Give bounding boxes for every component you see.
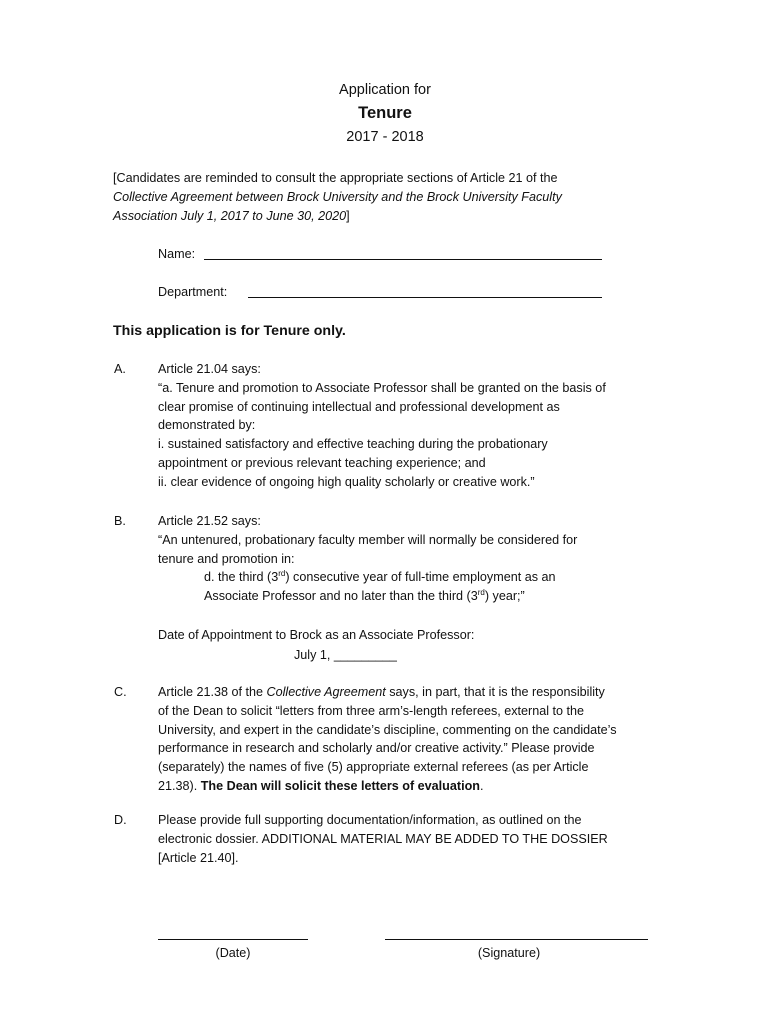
section-b-text [158, 512, 577, 606]
date-signature-line[interactable] [158, 939, 308, 940]
intro-italic-1: Collective Agreement between Brock University and the Brock University Faculty [113, 189, 562, 204]
section-a-letter: A. [114, 362, 126, 376]
section-c-line: performance in research and scholarly and/or creative activity.” Please provide [158, 741, 595, 756]
section-d-line: Please provide full supporting documentation/information, as outlined on the [158, 813, 582, 827]
section-heading: This application is for Tenure only. [113, 323, 346, 339]
intro-note [113, 169, 562, 225]
section-a-text [158, 360, 606, 492]
section-d-line: electronic dossier. ADDITIONAL MATERIAL MAY BE ADDED TO THE DOSSIER [158, 831, 608, 846]
section-c-line: Article 21.38 of the Collective Agreement says, in part, that it is the responsibility [158, 685, 605, 699]
intro-close-bracket: ] [346, 208, 350, 223]
section-d-text [158, 811, 608, 867]
section-c-line: of the Dean to solicit “letters from three arm’s-length referees, external to the [158, 703, 585, 718]
section-c-line: 21.38). The Dean will solicit these letters of evaluation. [158, 778, 484, 793]
section-a-line: appointment or previous relevant teaching experience; and [158, 455, 486, 470]
section-b-line: tenure and promotion in: [158, 551, 295, 566]
section-d-letter: D. [114, 813, 127, 827]
section-c-text [158, 683, 617, 796]
signature-line[interactable] [385, 939, 648, 940]
section-a-line: i. sustained satisfactory and effective teaching during the probationary [158, 437, 548, 452]
section-a-line: “a. Tenure and promotion to Associate Professor shall be granted on the basis of [158, 380, 606, 395]
name-field[interactable] [204, 259, 602, 260]
section-a-line: clear promise of continuing intellectual and professional development as [158, 399, 560, 414]
signature-caption: (Signature) [477, 946, 541, 960]
section-b-sub-1: d. the third (3rd) consecutive year of full-time employment as an [204, 569, 556, 585]
appointment-date-label: Date of Appointment to Brock as an Associate Professor: [158, 628, 475, 642]
title-year: 2017 - 2018 [346, 129, 424, 145]
section-a-line: ii. clear evidence of ongoing high quality scholarly or creative work.” [158, 474, 535, 489]
department-field[interactable] [248, 297, 602, 298]
section-d-line: [Article 21.40]. [158, 850, 239, 865]
name-label: Name: [158, 247, 196, 261]
section-b-line: Article 21.52 says: [158, 514, 261, 528]
section-a-line: demonstrated by: [158, 418, 256, 433]
date-caption: (Date) [215, 946, 251, 960]
section-b-sub-2: Associate Professor and no later than the third (3rd) year;” [204, 588, 525, 604]
title-line-1: Application for [339, 82, 431, 98]
section-b-line: “An untenured, probationary faculty member will normally be considered for [158, 532, 578, 547]
section-a-line: Article 21.04 says: [158, 362, 261, 376]
section-b-letter: B. [114, 514, 126, 528]
appointment-date-field[interactable]: July 1, _________ [294, 648, 397, 662]
department-label: Department: [158, 285, 228, 299]
intro-italic-2: Association July 1, 2017 to June 30, 2020 [113, 208, 347, 223]
section-c-letter: C. [114, 685, 127, 699]
title-tenure: Tenure [358, 104, 412, 122]
section-c-line: University, and expert in the candidate’s discipline, commenting on the candidate’s [158, 722, 617, 737]
intro-line-1: [Candidates are reminded to consult the appropriate sections of Article 21 of the [113, 171, 558, 185]
section-c-line: (separately) the names of five (5) appropriate external referees (as per Article [158, 760, 589, 775]
